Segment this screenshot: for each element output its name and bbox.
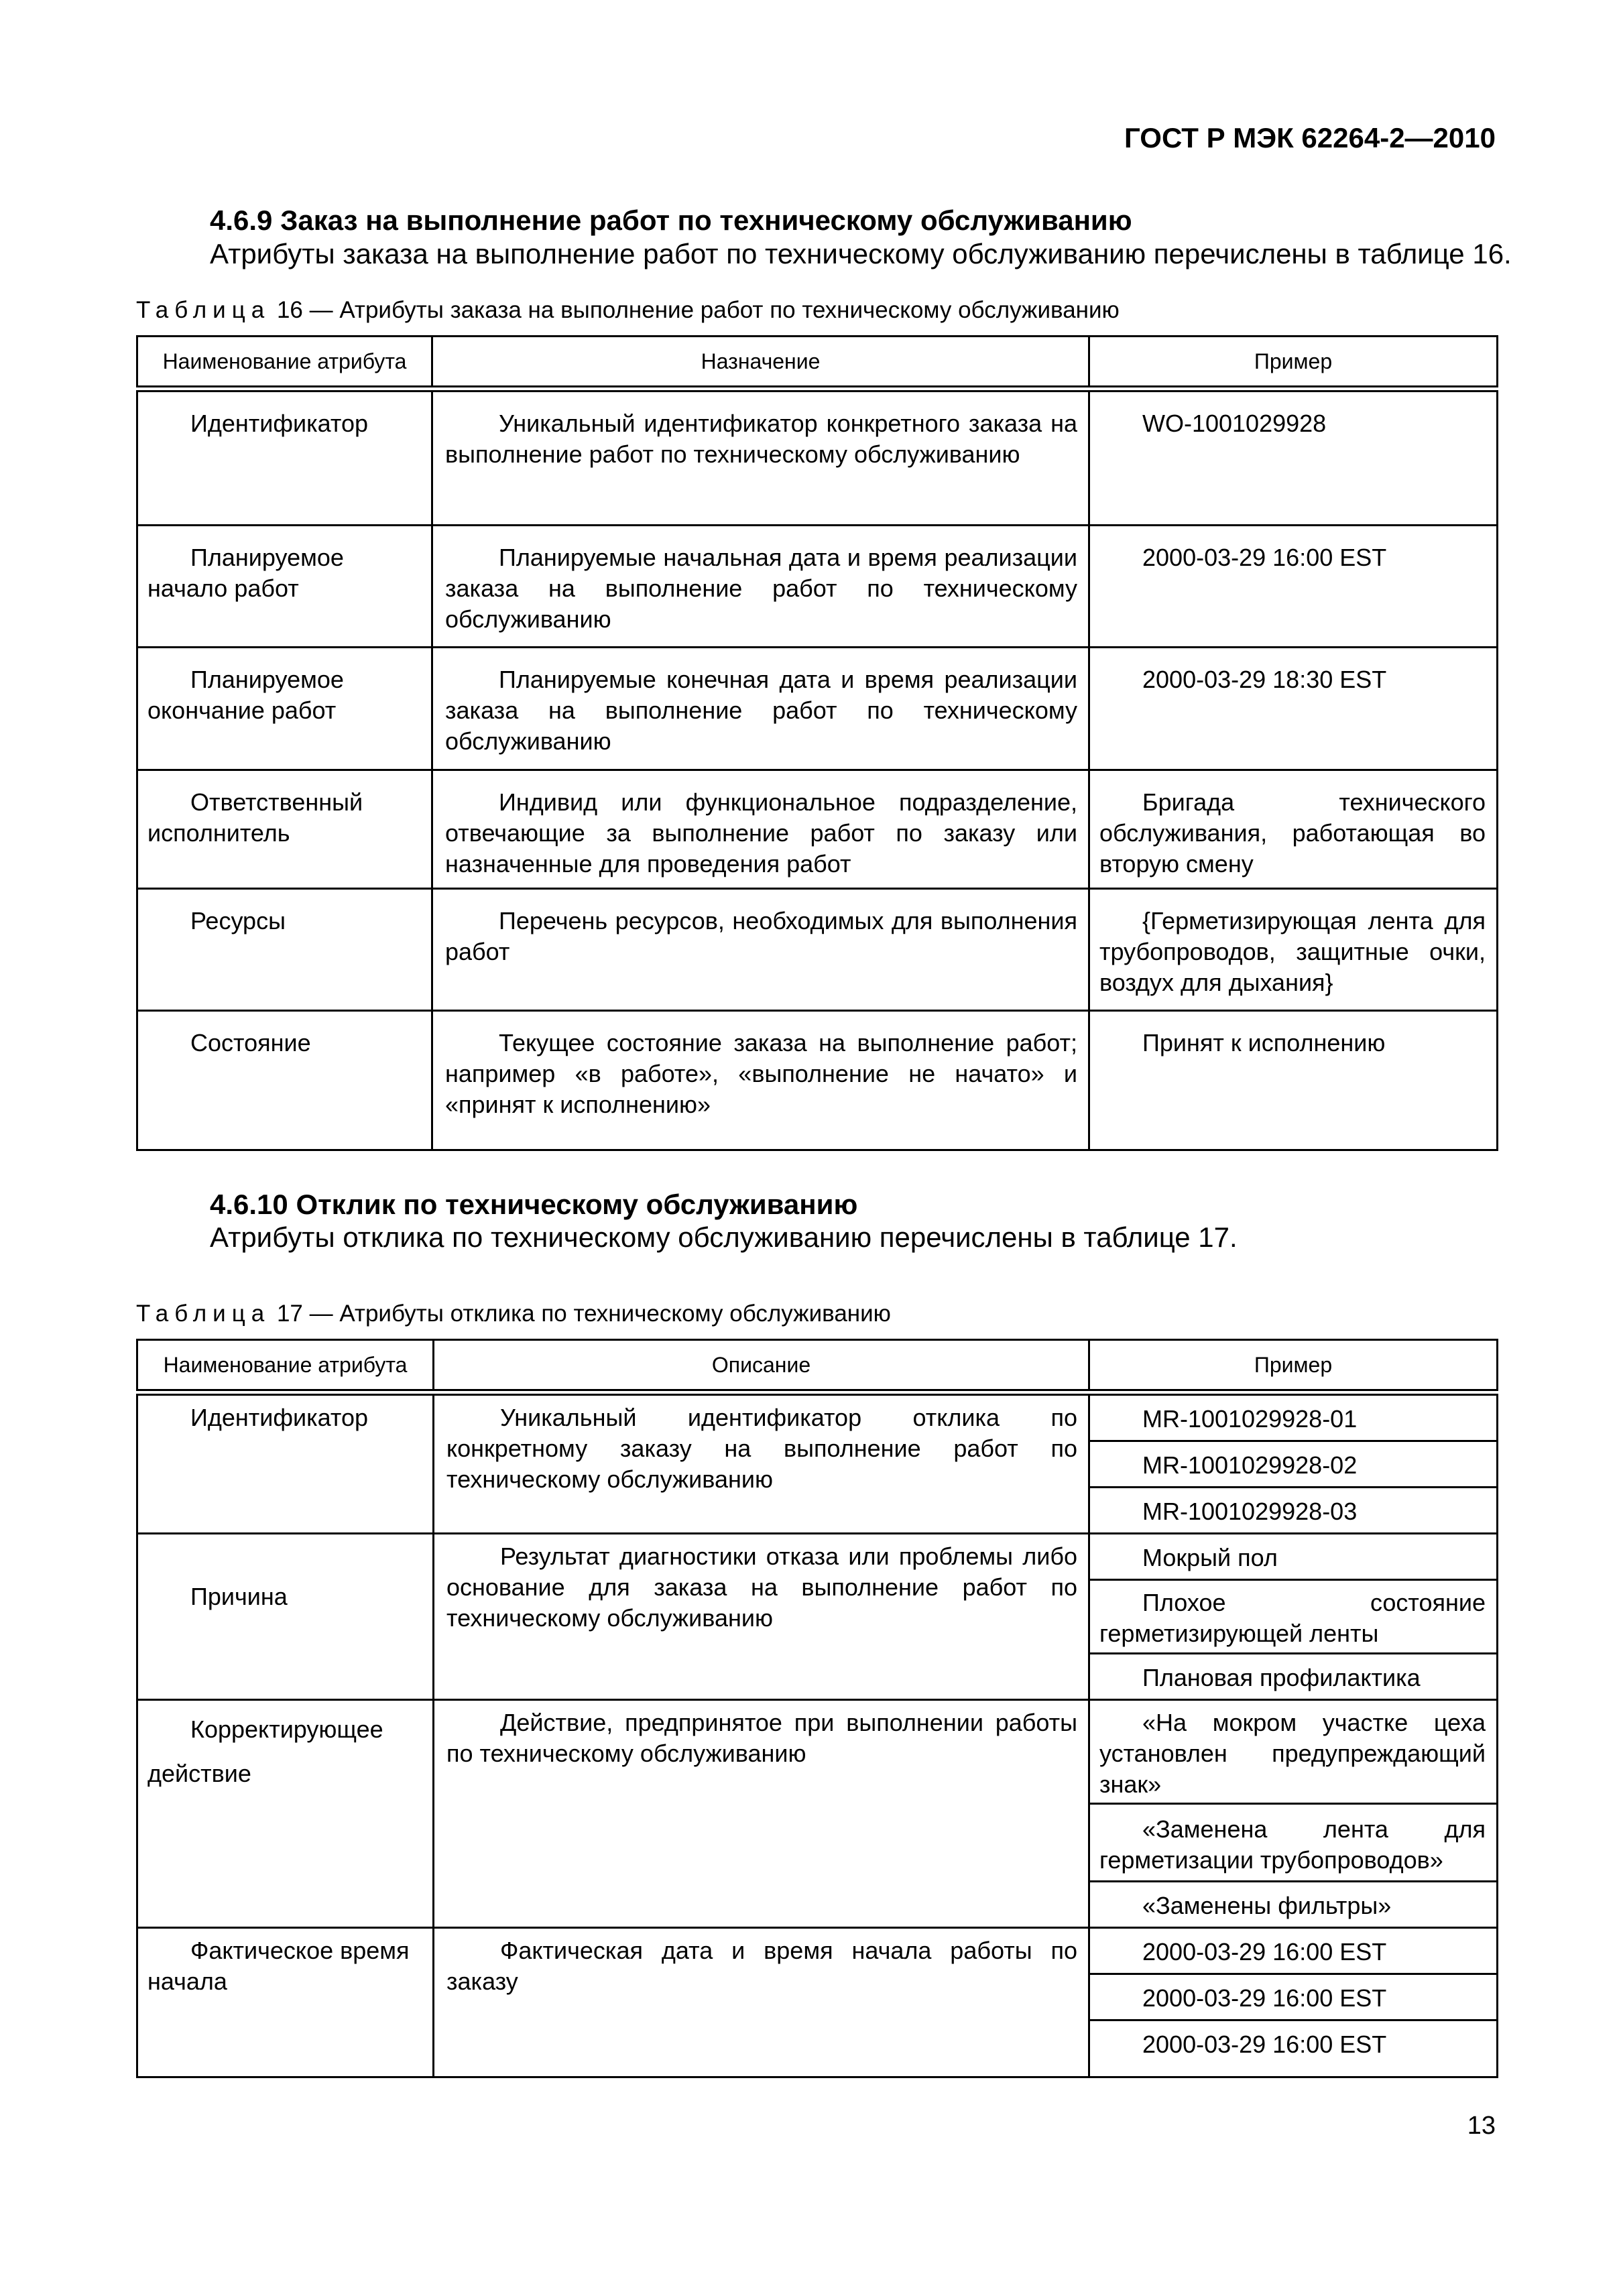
attribute-example: Принят к исполнению: [1089, 1010, 1498, 1150]
page-number: 13: [1467, 2112, 1496, 2140]
table-caption-prefix: Таблица: [136, 1301, 271, 1327]
attribute-example: «Заменены фильтры»: [1089, 1882, 1498, 1928]
column-header: Описание: [434, 1340, 1089, 1393]
table-header-row: [137, 337, 1498, 389]
attribute-example: «На мокром участке цеха установлен предупреждающий знак»: [1089, 1700, 1498, 1804]
attribute-example: Мокрый пол: [1089, 1534, 1498, 1580]
attribute-description: Действие, предпринятое при выполнении работы по техническому обслуживанию: [434, 1700, 1089, 1928]
attribute-example: Плохое состояние герметизирующей ленты: [1089, 1580, 1498, 1654]
attribute-example: MR-1001029928-01: [1089, 1392, 1498, 1441]
attribute-example: 2000-03-29 16:00 EST: [1089, 1928, 1498, 1974]
attribute-example: Плановая профилактика: [1089, 1654, 1498, 1700]
table-row: [137, 1392, 1498, 1441]
attribute-description: Планируемые начальная дата и время реализации заказа на выполнение работ по техническому обслуживанию: [432, 525, 1089, 647]
table-caption: [136, 1301, 891, 1327]
table-caption-text: 16 — Атрибуты заказа на выполнение работ по техническому обслуживанию: [276, 297, 1120, 323]
attribute-example: MR-1001029928-02: [1089, 1441, 1498, 1488]
attribute-description: Индивид или функциональное подразделение, отвечающие за выполнение работ по заказу или назначенные для проведения работ: [432, 770, 1089, 888]
attribute-name: Планируемое окончание работ: [137, 647, 432, 770]
attribute-name: Корректирующее действие: [137, 1700, 434, 1928]
attribute-description: Уникальный идентификатор отклика по конкретному заказу на выполнение работ по техническому обслуживанию: [434, 1392, 1089, 1534]
column-header: Пример: [1089, 337, 1498, 389]
attribute-name: Причина: [137, 1534, 434, 1700]
table-row: [137, 647, 1498, 770]
table-row: [137, 1700, 1498, 1804]
attribute-example: {Герметизирующая лента для трубопроводов, защитные очки, воздух для дыхания}: [1089, 888, 1498, 1010]
attribute-example: 2000-03-29 16:00 EST: [1089, 525, 1498, 647]
attribute-example: 2000-03-29 18:30 EST: [1089, 647, 1498, 770]
attribute-name: Идентификатор: [137, 1392, 434, 1534]
attribute-description: Планируемые конечная дата и время реализации заказа на выполнение работ по техническому обслуживанию: [432, 647, 1089, 770]
attribute-example: MR-1001029928-03: [1089, 1488, 1498, 1534]
document-code: ГОСТ Р МЭК 62264-2—2010: [1124, 122, 1496, 154]
table-row: [137, 1928, 1498, 1974]
table-row: [137, 525, 1498, 647]
table-row: [137, 389, 1498, 525]
attribute-name: Фактическое время начала: [137, 1928, 434, 2077]
table-row: [137, 888, 1498, 1010]
section-title: 4.6.10 Отклик по техническому обслуживанию: [210, 1189, 858, 1220]
attribute-example: 2000-03-29 16:00 EST: [1089, 2020, 1498, 2077]
attribute-example: 2000-03-29 16:00 EST: [1089, 1974, 1498, 2020]
column-header: Наименование атрибута: [137, 337, 432, 389]
table-row: [137, 1010, 1498, 1150]
attribute-name: Планируемое начало работ: [137, 525, 432, 647]
attribute-description: Результат диагностики отказа или проблемы либо основание для заказа на выполнение работ по техническому обслуживанию: [434, 1534, 1089, 1700]
column-header: Назначение: [432, 337, 1089, 389]
table-caption-prefix: Таблица: [136, 297, 271, 323]
table-caption: [136, 297, 1120, 324]
attribute-description: Текущее состояние заказа на выполнение работ; например «в работе», «выполнение не начато» и «принят к исполнению»: [432, 1010, 1089, 1150]
table-header-row: [137, 1340, 1498, 1393]
attribute-description: Уникальный идентификатор конкретного заказа на выполнение работ по техническому обслуживанию: [432, 389, 1089, 525]
column-header: Наименование атрибута: [137, 1340, 434, 1393]
table-caption-text: 17 — Атрибуты отклика по техническому обслуживанию: [276, 1301, 891, 1327]
attribute-example: «Заменена лента для герметизации трубопроводов»: [1089, 1804, 1498, 1882]
table-17: [136, 1339, 1498, 2078]
attribute-example: WO-1001029928: [1089, 389, 1498, 525]
attribute-name: Идентификатор: [137, 389, 432, 525]
attribute-name: Состояние: [137, 1010, 432, 1150]
attribute-description: Фактическая дата и время начала работы по заказу: [434, 1928, 1089, 2077]
attribute-description: Перечень ресурсов, необходимых для выполнения работ: [432, 888, 1089, 1010]
attribute-name: Ресурсы: [137, 888, 432, 1010]
section-intro: Атрибуты отклика по техническому обслуживанию перечислены в таблице 17.: [210, 1221, 1238, 1253]
table-16: [136, 335, 1498, 1151]
column-header: Пример: [1089, 1340, 1498, 1393]
attribute-example: Бригада технического обслуживания, работающая во вторую смену: [1089, 770, 1498, 888]
attribute-name: Ответственный исполнитель: [137, 770, 432, 888]
section-title: 4.6.9 Заказ на выполнение работ по техническому обслуживанию: [210, 204, 1132, 236]
section-intro: Атрибуты заказа на выполнение работ по техническому обслуживанию перечислены в таблице 16.: [210, 238, 1512, 269]
table-row: [137, 1534, 1498, 1580]
table-row: [137, 770, 1498, 888]
